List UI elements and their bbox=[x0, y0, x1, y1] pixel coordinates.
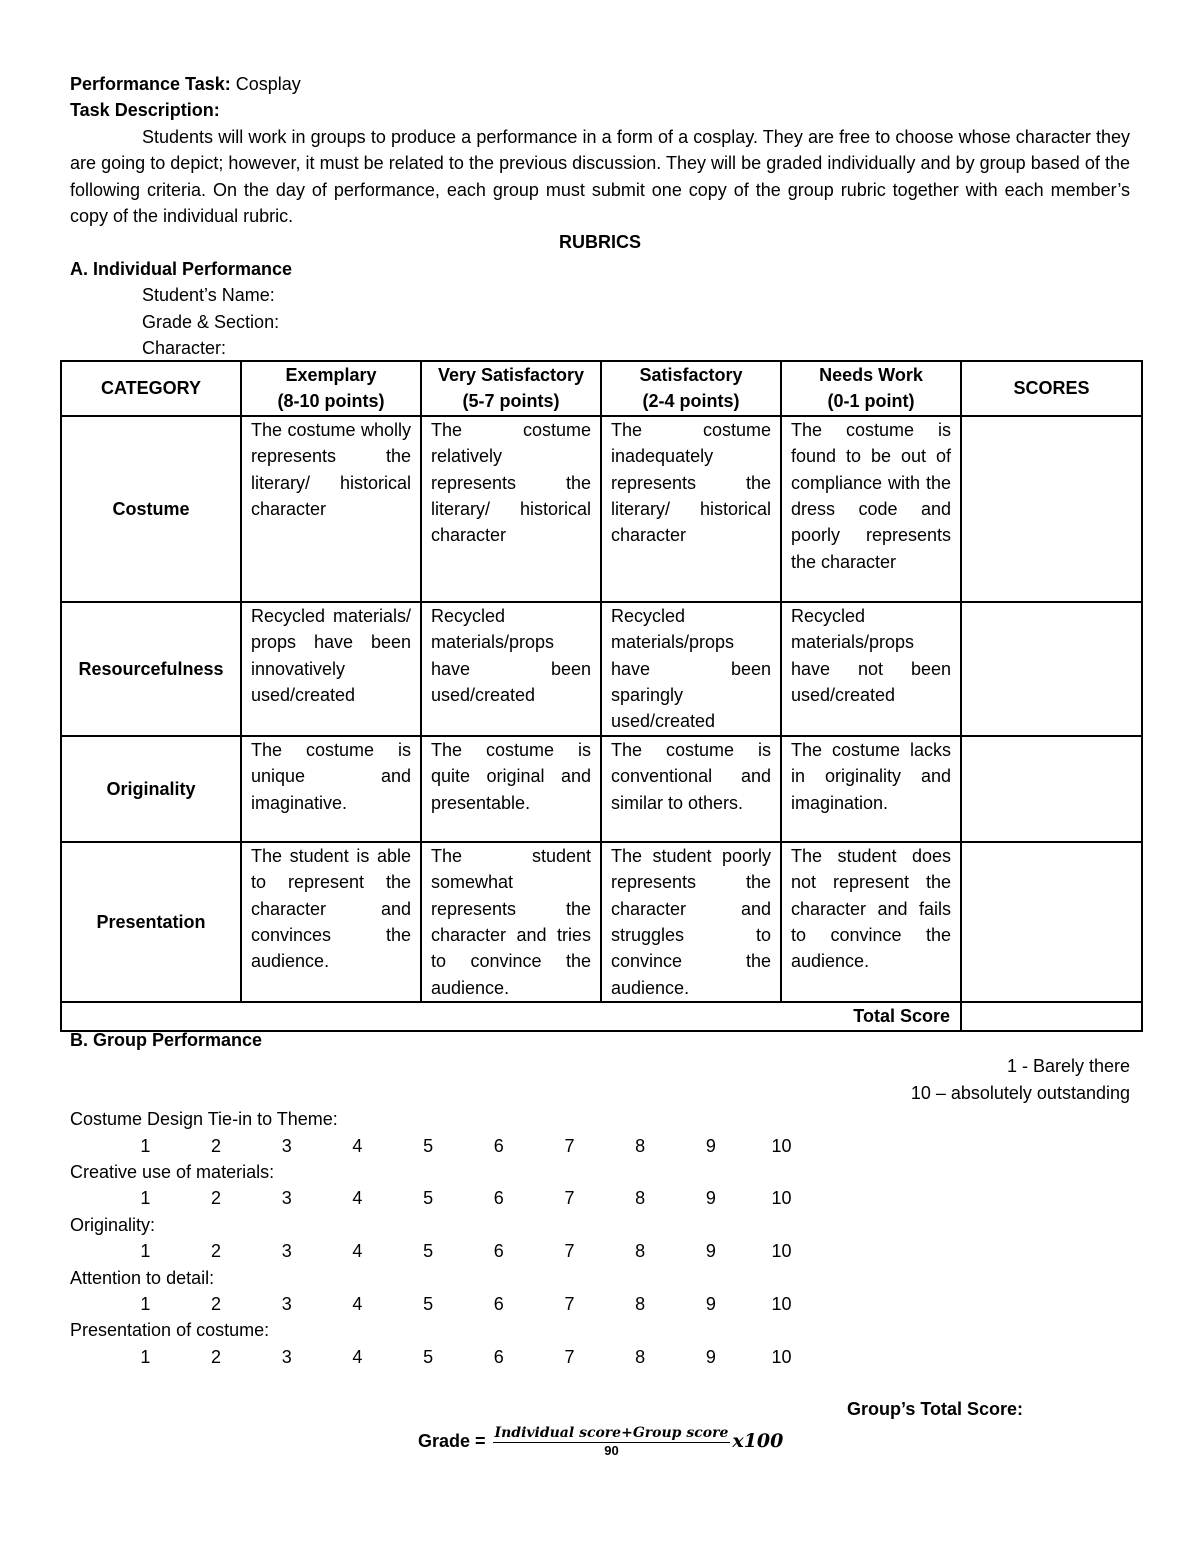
rating-option[interactable]: 9 bbox=[705, 1241, 716, 1262]
task-title-line bbox=[70, 71, 1130, 97]
rating-option[interactable]: 2 bbox=[211, 1135, 222, 1156]
rating-option[interactable]: 9 bbox=[705, 1135, 716, 1156]
header-exemplary: Exemplary (8-10 points) bbox=[241, 361, 421, 416]
header-scores: SCORES bbox=[961, 361, 1142, 416]
rubric-cell: Recycled materials/ props have been innovatively used/created bbox=[241, 602, 421, 736]
rating-option[interactable]: 4 bbox=[352, 1241, 363, 1262]
group-performance-title: B. Group Performance bbox=[70, 1030, 263, 1050]
criterion-label: Costume Design Tie-in to Theme: bbox=[70, 1109, 338, 1130]
category-presentation: Presentation bbox=[61, 842, 241, 1002]
rating-option[interactable]: 3 bbox=[281, 1135, 292, 1156]
rubric-cell: The costume is found to be out of compliance with the dress code and poorly represents the character bbox=[781, 416, 961, 602]
rubric-cell: The student does not represent the character and fails to convince the audience. bbox=[781, 842, 961, 1002]
rubric-header-row bbox=[61, 361, 1142, 416]
grade-section-field: Grade & Section: bbox=[142, 311, 280, 332]
formula-fraction bbox=[493, 1424, 731, 1459]
group-performance-section bbox=[70, 1027, 1130, 1370]
rating-option[interactable]: 7 bbox=[564, 1293, 575, 1314]
task-description-text: Students will work in groups to produce a performance in a form of a cosplay. They are free to choose whose character they are going to depict; however, it must be related to the previous discussion. They will be graded individually and by group based of the following criteria. On the day of performance, each group must submit one copy of the group rubric together with each member’s copy of the individual rubric. bbox=[70, 126, 1130, 226]
rating-option[interactable]: 8 bbox=[635, 1188, 646, 1209]
rating-option[interactable]: 1 bbox=[140, 1135, 151, 1156]
criterion-label: Originality: bbox=[70, 1214, 156, 1235]
grade-formula bbox=[418, 1419, 783, 1463]
task-value: Cosplay bbox=[230, 74, 301, 94]
rating-option[interactable]: 6 bbox=[493, 1293, 504, 1314]
rating-option[interactable]: 10 bbox=[771, 1293, 792, 1314]
rating-option[interactable]: 3 bbox=[281, 1346, 292, 1367]
category-costume: Costume bbox=[61, 416, 241, 602]
table-row bbox=[61, 602, 1142, 736]
rating-option[interactable]: 6 bbox=[493, 1135, 504, 1156]
formula-lhs: Grade = bbox=[418, 1431, 491, 1451]
formula-denominator: 90 bbox=[604, 1442, 619, 1458]
rubric-cell: The costume inadequately represents the literary/ historical character bbox=[601, 416, 781, 602]
table-row bbox=[61, 416, 1142, 602]
rating-option[interactable]: 5 bbox=[423, 1241, 434, 1262]
rating-option[interactable]: 6 bbox=[493, 1346, 504, 1367]
rubric-cell: The costume wholly represents the literary/ historical character bbox=[241, 416, 421, 602]
group-total-score-label: Group’s Total Score: bbox=[847, 1399, 1024, 1419]
rating-option[interactable]: 6 bbox=[493, 1188, 504, 1209]
rating-option[interactable]: 5 bbox=[423, 1188, 434, 1209]
rating-option[interactable]: 4 bbox=[352, 1293, 363, 1314]
character-field: Character: bbox=[142, 337, 227, 358]
score-cell[interactable] bbox=[961, 602, 1142, 736]
rubric-cell: The student somewhat represents the character and tries to convince the audience. bbox=[421, 842, 601, 1002]
criterion-label: Attention to detail: bbox=[70, 1267, 215, 1288]
rating-option[interactable]: 9 bbox=[705, 1346, 716, 1367]
rating-scale bbox=[70, 1133, 1130, 1159]
score-cell[interactable] bbox=[961, 416, 1142, 602]
criteria-list bbox=[70, 1106, 1130, 1370]
rubric-cell: The student is able to represent the character and convinces the audience. bbox=[241, 842, 421, 1002]
task-description-label: Task Description: bbox=[70, 100, 220, 121]
rubric-cell: The costume lacks in originality and imagination. bbox=[781, 736, 961, 842]
rubric-cell: Recycled materials/props have not been used/created bbox=[781, 602, 961, 736]
rubric-cell: The costume is conventional and similar to others. bbox=[601, 736, 781, 842]
rating-option[interactable]: 5 bbox=[423, 1293, 434, 1314]
rating-option[interactable]: 8 bbox=[635, 1346, 646, 1367]
total-score-label: Total Score bbox=[61, 1002, 961, 1030]
student-name-field: Student’s Name: bbox=[142, 285, 275, 306]
individual-performance-title: A. Individual Performance bbox=[70, 258, 293, 279]
rating-option[interactable]: 3 bbox=[281, 1188, 292, 1209]
formula-multiplier: x100 bbox=[732, 1430, 784, 1452]
rating-option[interactable]: 7 bbox=[564, 1241, 575, 1262]
rating-option[interactable]: 7 bbox=[564, 1346, 575, 1367]
table-row bbox=[61, 842, 1142, 1002]
task-label: Performance Task: bbox=[70, 74, 231, 94]
rating-scale bbox=[70, 1185, 1130, 1211]
rating-option[interactable]: 2 bbox=[211, 1293, 222, 1314]
rating-option[interactable]: 1 bbox=[140, 1188, 151, 1209]
task-header bbox=[70, 71, 1130, 361]
score-cell[interactable] bbox=[961, 736, 1142, 842]
formula-numerator: Individual score+Group score bbox=[494, 1424, 729, 1441]
rubric-cell: Recycled materials/props have been used/created bbox=[421, 602, 601, 736]
rating-option[interactable]: 5 bbox=[423, 1346, 434, 1367]
header-very-satisfactory: Very Satisfactory (5-7 points) bbox=[421, 361, 601, 416]
rubric-cell: The costume is unique and imaginative. bbox=[241, 736, 421, 842]
category-resourcefulness: Resourcefulness bbox=[61, 602, 241, 736]
rubric-cell: The costume is quite original and presentable. bbox=[421, 736, 601, 842]
scale-legend-high: 10 – absolutely outstanding bbox=[910, 1082, 1130, 1103]
table-row bbox=[61, 736, 1142, 842]
rating-option[interactable]: 3 bbox=[281, 1241, 292, 1262]
header-satisfactory: Satisfactory (2-4 points) bbox=[601, 361, 781, 416]
rating-option[interactable]: 4 bbox=[352, 1188, 363, 1209]
rating-option[interactable]: 6 bbox=[493, 1241, 504, 1262]
rating-option[interactable]: 2 bbox=[211, 1188, 222, 1209]
rating-option[interactable]: 1 bbox=[140, 1346, 151, 1367]
category-originality: Originality bbox=[61, 736, 241, 842]
header-needs-work: Needs Work (0-1 point) bbox=[781, 361, 961, 416]
rating-option[interactable]: 8 bbox=[635, 1293, 646, 1314]
rating-option[interactable]: 1 bbox=[140, 1293, 151, 1314]
scale-legend-low: 1 - Barely there bbox=[1006, 1056, 1130, 1077]
rating-option[interactable]: 9 bbox=[705, 1293, 716, 1314]
rating-option[interactable]: 10 bbox=[771, 1346, 792, 1367]
rating-scale bbox=[70, 1238, 1130, 1264]
rating-option[interactable]: 4 bbox=[352, 1346, 363, 1367]
rubrics-title: RUBRICS bbox=[558, 232, 641, 253]
rating-option[interactable]: 8 bbox=[635, 1241, 646, 1262]
rating-option[interactable]: 10 bbox=[771, 1188, 792, 1209]
rubric-cell: Recycled materials/props have been sparingly used/created bbox=[601, 602, 781, 736]
rating-option[interactable]: 9 bbox=[705, 1188, 716, 1209]
rating-option[interactable]: 2 bbox=[211, 1241, 222, 1262]
rating-option[interactable]: 3 bbox=[281, 1293, 292, 1314]
criterion-label: Presentation of costume: bbox=[70, 1320, 270, 1341]
rating-scale bbox=[70, 1291, 1130, 1317]
score-cell[interactable] bbox=[961, 842, 1142, 1002]
rating-option[interactable]: 8 bbox=[635, 1135, 646, 1156]
criterion-label: Creative use of materials: bbox=[70, 1161, 275, 1182]
rating-option[interactable]: 4 bbox=[352, 1135, 363, 1156]
rating-option[interactable]: 10 bbox=[771, 1241, 792, 1262]
rating-scale bbox=[70, 1344, 1130, 1370]
rubric-cell: The student poorly represents the character and struggles to convince the audience. bbox=[601, 842, 781, 1002]
individual-rubric-table bbox=[60, 360, 1143, 1032]
header-category: CATEGORY bbox=[61, 361, 241, 416]
rating-option[interactable]: 1 bbox=[140, 1241, 151, 1262]
rubric-cell: The costume relatively represents the literary/ historical character bbox=[421, 416, 601, 602]
rating-option[interactable]: 7 bbox=[564, 1135, 575, 1156]
rating-option[interactable]: 2 bbox=[211, 1346, 222, 1367]
rating-option[interactable]: 7 bbox=[564, 1188, 575, 1209]
rating-option[interactable]: 5 bbox=[423, 1135, 434, 1156]
rating-option[interactable]: 10 bbox=[771, 1135, 792, 1156]
